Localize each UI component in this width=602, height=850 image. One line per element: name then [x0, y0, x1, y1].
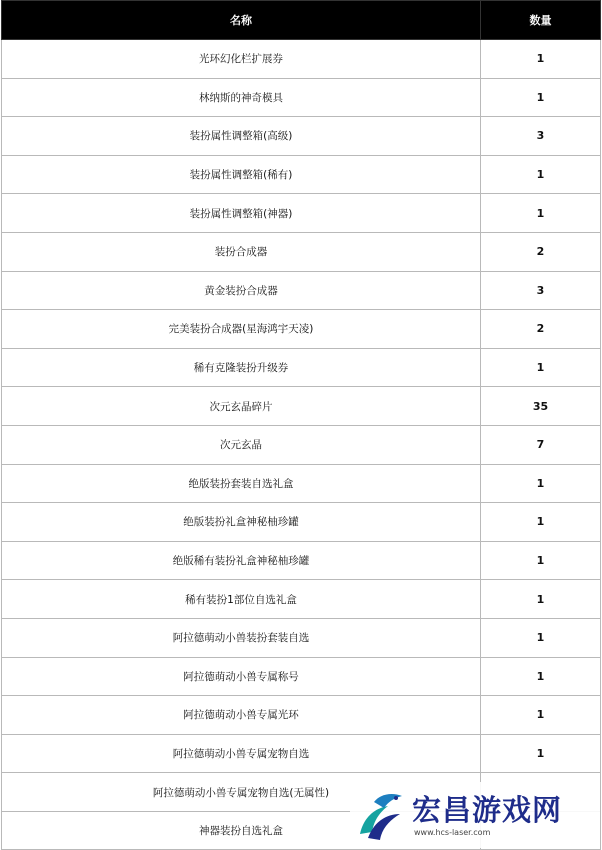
- table-row: [2, 464, 601, 503]
- item-name-cell: 绝版稀有装扮礼盒神秘柚珍罐: [2, 541, 481, 580]
- table-row: [2, 734, 601, 773]
- table-row: [2, 40, 601, 79]
- table-row: [2, 580, 601, 619]
- table-body: [2, 40, 601, 850]
- watermark: [350, 782, 600, 848]
- item-qty-cell: 1: [481, 503, 601, 542]
- item-qty-cell: 35: [481, 387, 601, 426]
- header-name: 名称: [2, 1, 481, 40]
- item-name-cell: 装扮属性调整箱(稀有): [2, 155, 481, 194]
- item-qty-cell: 2: [481, 232, 601, 271]
- item-table: [1, 0, 601, 850]
- item-name-cell: 光环幻化栏扩展券: [2, 40, 481, 79]
- item-name-cell: 完美装扮合成器(星海鸿宇天凌): [2, 310, 481, 349]
- table-row: [2, 696, 601, 735]
- item-name-cell: 绝版装扮套装自选礼盒: [2, 464, 481, 503]
- item-qty-cell: 1: [481, 78, 601, 117]
- watermark-title: 宏昌游戏网: [412, 793, 563, 827]
- item-qty-cell: 1: [481, 580, 601, 619]
- table-row: [2, 387, 601, 426]
- item-name-cell: 黄金装扮合成器: [2, 271, 481, 310]
- item-qty-cell: 1: [481, 618, 601, 657]
- table-row: [2, 310, 601, 349]
- table-row: [2, 194, 601, 233]
- item-name-cell: 次元玄晶: [2, 425, 481, 464]
- item-name-cell: 阿拉德萌动小兽专属宠物自选: [2, 734, 481, 773]
- table-row: [2, 78, 601, 117]
- table-row: [2, 348, 601, 387]
- item-qty-cell: 1: [481, 155, 601, 194]
- table-row: [2, 117, 601, 156]
- item-qty-cell: 1: [481, 734, 601, 773]
- dragon-logo-icon: [354, 786, 406, 844]
- table-row: [2, 271, 601, 310]
- item-qty-cell: 1: [481, 194, 601, 233]
- item-name-cell: 林纳斯的神奇模具: [2, 78, 481, 117]
- item-name-cell: 稀有装扮1部位自选礼盒: [2, 580, 481, 619]
- table-row: [2, 503, 601, 542]
- item-qty-cell: 2: [481, 310, 601, 349]
- table-row: [2, 541, 601, 580]
- item-qty-cell: 7: [481, 425, 601, 464]
- item-qty-cell: 1: [481, 40, 601, 79]
- item-name-cell: 阿拉德萌动小兽专属光环: [2, 696, 481, 735]
- item-name-cell: 装扮属性调整箱(高级): [2, 117, 481, 156]
- table-row: [2, 232, 601, 271]
- item-name-cell: 阿拉德萌动小兽装扮套装自选: [2, 618, 481, 657]
- item-name-cell: 稀有克隆装扮升级券: [2, 348, 481, 387]
- item-name-cell: 装扮属性调整箱(神器): [2, 194, 481, 233]
- table-row: [2, 618, 601, 657]
- item-name-cell: 绝版装扮礼盒神秘柚珍罐: [2, 503, 481, 542]
- item-qty-cell: 1: [481, 541, 601, 580]
- item-name-cell: 装扮合成器: [2, 232, 481, 271]
- item-qty-cell: 3: [481, 271, 601, 310]
- item-name-cell: 阿拉德萌动小兽专属宠物自选(无属性): [2, 773, 481, 812]
- item-name-cell: 阿拉德萌动小兽专属称号: [2, 657, 481, 696]
- item-qty-cell: 1: [481, 464, 601, 503]
- item-qty-cell: 1: [481, 696, 601, 735]
- table-row: [2, 657, 601, 696]
- header-qty: 数量: [481, 1, 601, 40]
- item-qty-cell: 1: [481, 657, 601, 696]
- table-header-row: [2, 1, 601, 40]
- item-qty-cell: 1: [481, 348, 601, 387]
- item-name-cell: 次元玄晶碎片: [2, 387, 481, 426]
- item-name-cell: 神器装扮自选礼盒: [2, 811, 481, 850]
- watermark-url: www.hcs-laser.com: [414, 828, 491, 837]
- table-row: [2, 155, 601, 194]
- table-row: [2, 425, 601, 464]
- item-qty-cell: 3: [481, 117, 601, 156]
